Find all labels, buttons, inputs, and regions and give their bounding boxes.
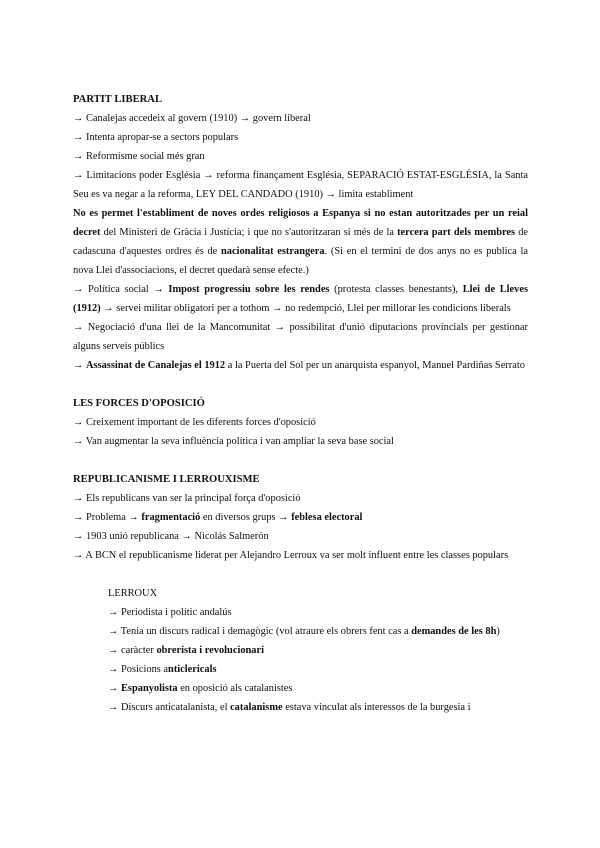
heading-partit-liberal: PARTIT LIBERAL — [73, 94, 163, 105]
decree-bold-2: tercera part dels membres — [397, 227, 516, 238]
anticat-text-2: estava vinculat als interessos de la burgesia i — [282, 702, 471, 713]
liberal-social-policy — [73, 280, 528, 318]
republicanisme-item-4: → A BCN el republicanisme liderat per Alejandro Lerroux va ser molt influent entre les classes populars — [73, 550, 509, 561]
republicanisme-item-1: → Els republicans van ser la principal força d'oposició — [73, 493, 301, 504]
lerroux-discurs — [108, 622, 528, 641]
social-text-1: → Política social → — [73, 284, 169, 295]
anticat-bold: catalanisme — [230, 702, 283, 713]
liberal-decree-paragraph — [73, 204, 528, 280]
problema-text-2: en diversos grups → — [200, 512, 292, 523]
espanyolista-text-1: → — [108, 683, 121, 694]
social-bold-2: Llei de Lleves (1912) — [73, 284, 529, 314]
decree-bold-1: No es permet l'establiment de noves ordes religiosos a Espanya si no estan autoritzades per un reial decret — [73, 208, 528, 238]
decree-text-1: del Ministeri de Gràcia i Justícia; i que no s'autoritzaran si més de la — [100, 227, 398, 238]
heading-forces-oposicio: LES FORCES D'OPOSICIÓ — [73, 398, 205, 409]
social-text-2: (protesta classes benestants), — [329, 284, 463, 295]
spacer — [73, 565, 528, 584]
lerroux-espanyolista — [108, 679, 528, 698]
lerroux-item-1: → Periodista i polític andalús — [108, 607, 232, 618]
anticat-text-1: → Discurs anticatalanista, el — [108, 702, 231, 713]
liberal-item-3: → Reformisme social més gran — [73, 151, 205, 162]
lerroux-caracter — [108, 641, 528, 660]
lerroux-posicions — [108, 660, 528, 679]
oposicio-item-1: → Creixement important de les diferents forces d'oposició — [73, 417, 316, 428]
liberal-mancomunitat: → Negociació d'una llei de la Mancomunitat → possibilitat d'unió diputacions provincials per gestionar alguns serveis públics — [73, 322, 528, 352]
spacer — [73, 451, 528, 470]
assassinat-bold: Assassinat de Canalejas el 1912 — [86, 360, 226, 371]
assassinat-text-1: → — [73, 360, 86, 371]
discurs-text-1: → Tenia un discurs radical i demagògic (vol atraure els obrers fent cas a — [108, 626, 412, 637]
decree-text-3: . (Si en el termini de dos anys no es publica la nova Llei d'associacions, el decret quedarà sense efecte.) — [73, 246, 529, 276]
problema-bold-2: feblesa electoral — [291, 512, 363, 523]
document-body — [73, 90, 528, 717]
decree-text-2: de cadascuna d'aquestes ordres és de — [73, 227, 529, 257]
problema-text-1: → Problema → — [73, 512, 142, 523]
posicions-bold: nticlericals — [168, 664, 217, 675]
liberal-item-1: → Canalejas accedeix al govern (1910) → govern liberal — [73, 113, 311, 124]
discurs-bold: demandes de les 8h — [411, 626, 497, 637]
oposicio-item-2: → Van augmentar la seva influència política i van ampliar la seva base social — [73, 436, 394, 447]
problema-bold-1: fragmentació — [141, 512, 201, 523]
espanyolista-bold: Espanyolista — [121, 683, 178, 694]
republicanisme-problema — [73, 508, 528, 527]
decree-bold-3: nacionalitat estrangera — [221, 246, 325, 257]
espanyolista-text-2: en oposició als catalanistes — [177, 683, 293, 694]
caracter-text: → caràcter — [108, 645, 157, 656]
heading-lerroux: LERROUX — [108, 588, 158, 599]
discurs-text-2: ) — [496, 626, 500, 637]
liberal-assassinat — [73, 356, 528, 375]
republicanisme-item-3: → 1903 unió republicana → Nicolás Salmerón — [73, 531, 269, 542]
heading-republicanisme: REPUBLICANISME I LERROUXISME — [73, 474, 260, 485]
spacer — [73, 375, 528, 394]
caracter-bold: obrerista i revolucionari — [156, 645, 265, 656]
assassinat-text-2: a la Puerta del Sol per un anarquista espanyol, Manuel Pardiñas Serrato — [225, 360, 525, 371]
posicions-text: → Posicions a — [108, 664, 169, 675]
social-bold-1: Impost progressiu sobre les rendes — [168, 284, 330, 295]
liberal-item-4: → Limitacions poder Església → reforma finançament Església, SEPARACIÓ ESTAT-ESGLÉSIA, la Santa Seu es va negar a la reforma, LEY DEL CANDADO (1910) → limita establiment — [73, 170, 528, 200]
lerroux-anticatalanista — [108, 698, 528, 717]
liberal-item-2: → Intenta apropar-se a sectors populars — [73, 132, 239, 143]
lerroux-block — [108, 584, 528, 717]
social-text-3: → servei militar obligatori per a tothom → no redempció, Llei per millorar les condicions liberals — [100, 303, 511, 314]
